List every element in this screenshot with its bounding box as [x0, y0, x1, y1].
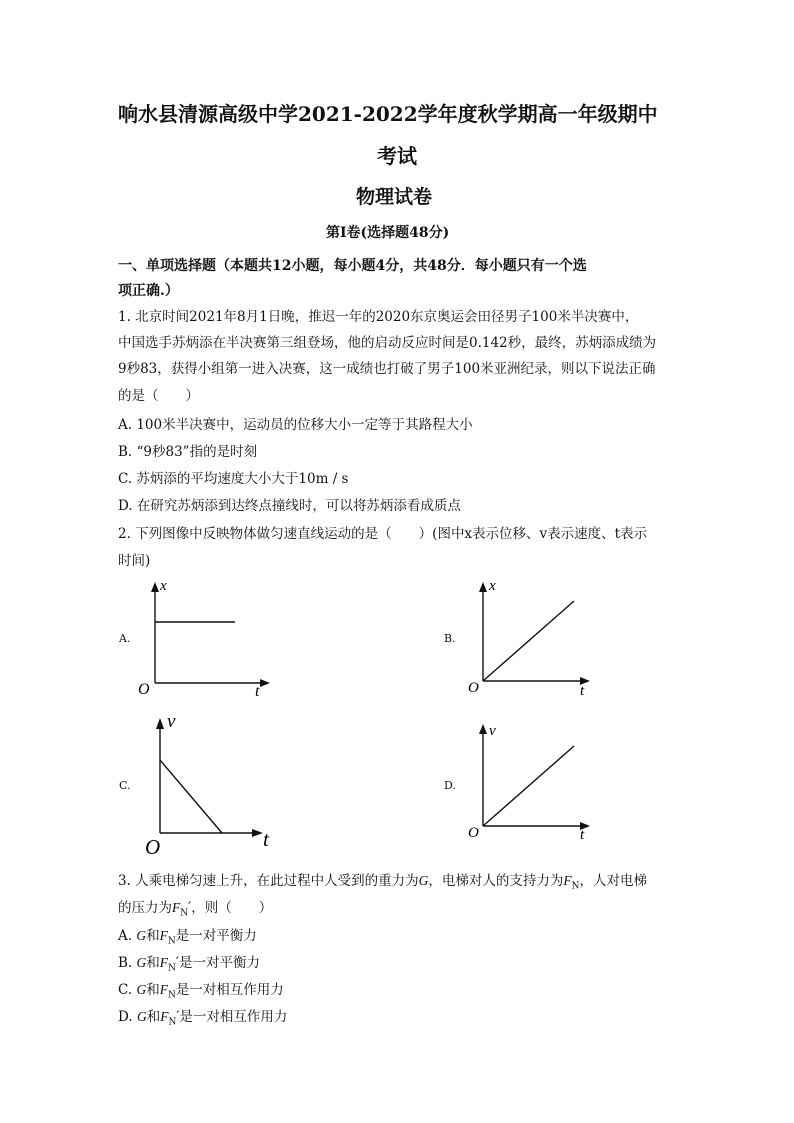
graph-c-origin: O [145, 835, 161, 859]
q1-option-a[interactable]: A. 100米半决赛中，运动员的位移大小一定等于其路程大小 [118, 417, 473, 433]
q1-option-d[interactable]: D. 在研究苏炳添到达终点撞线时，可以将苏炳添看成质点 [118, 498, 461, 514]
graph-c-y-label: v [167, 711, 176, 732]
graph-d-origin: O [468, 825, 479, 841]
exam-title-line1: 响水县清源高级中学2021-2022学年度秋学期高一年级期中 [118, 102, 658, 126]
q1-stem-line1: 1. 北京时间2021年8月1日晚，推迟一年的2020东京奥运会田径男子100米半决赛中， [118, 309, 639, 325]
q3-option-b[interactable]: B. G和$F_N'$是一对平衡力 [118, 955, 260, 974]
graph-c-y-arrow [156, 718, 164, 729]
q2-stem-line1: 2. 下列图像中反映物体做匀速直线运动的是（ ）(图中x表示位移、v表示速度、t表示 [118, 526, 648, 542]
graph-c-x-label: t [263, 827, 269, 851]
graph-b-x-label: t [580, 683, 585, 699]
graph-a-x-arrow [260, 679, 270, 687]
graph-c [140, 708, 290, 858]
q2-stem-line2: 时间) [118, 553, 151, 569]
q3-option-c[interactable]: C. G和$F_N$是一对相互作用力 [118, 982, 284, 1001]
graph-b-line [483, 601, 574, 681]
graph-d-y-label: v [489, 723, 496, 739]
q1-stem-line3: 9秒83，获得小组第一进入决赛，这一成绩也打破了男子100米亚洲纪录，则以下说法正确 [118, 361, 656, 377]
section-heading-line1: 一、单项选择题（本题共12小题，每小题4分，共48分．每小题只有一个选 [118, 258, 587, 274]
graph-c-line [160, 760, 222, 833]
q1-stem-line2: 中国选手苏炳添在半决赛第三组登场，他的启动反应时间是0.142秒，最终，苏炳添成绩为 [118, 335, 657, 351]
q3-option-d[interactable]: D. G和$F_N'$是一对相互作用力 [118, 1009, 288, 1028]
graph-a-y-label: x [160, 578, 167, 594]
graph-b-label[interactable]: B. [444, 632, 456, 645]
graph-a [132, 578, 282, 698]
q1-option-c[interactable]: C. 苏炳添的平均速度大小大于10m / s [118, 471, 349, 487]
graph-d-label[interactable]: D. [444, 779, 456, 792]
graph-c-label[interactable]: C. [119, 779, 131, 792]
exam-title-line2: 考试 [377, 144, 417, 168]
graph-a-y-arrow [151, 582, 159, 592]
graph-d-x-label: t [580, 827, 585, 843]
q3-stem-line2: 的压力为$F_N'$，则（ ） [118, 900, 273, 919]
section-heading-line2: 项正确.） [118, 283, 179, 299]
exam-part: 第I卷(选择题48分) [326, 225, 450, 241]
graph-a-origin: O [138, 681, 150, 698]
q3-option-a[interactable]: A. G和$F_N$是一对平衡力 [118, 928, 257, 947]
graph-b-origin: O [468, 680, 479, 696]
graph-b [460, 578, 610, 698]
graph-d [460, 720, 610, 850]
graph-c-x-arrow [252, 829, 263, 837]
graph-d-line [483, 746, 574, 826]
q1-stem-line4: 的是（ ） [118, 388, 199, 404]
graph-a-x-label: t [255, 683, 260, 700]
graph-d-y-arrow [479, 724, 487, 734]
q1-option-b[interactable]: B. “9秒83”指的是时刻 [118, 444, 258, 460]
graph-b-y-arrow [479, 582, 487, 592]
exam-subject: 物理试卷 [356, 186, 433, 208]
q3-stem-line1: 3. 人乘电梯匀速上升，在此过程中人受到的重力为G，电梯对人的支持力为$F_N$，人对电梯 [118, 873, 648, 892]
graph-a-label[interactable]: A. [119, 632, 131, 645]
graph-b-y-label: x [489, 578, 496, 594]
